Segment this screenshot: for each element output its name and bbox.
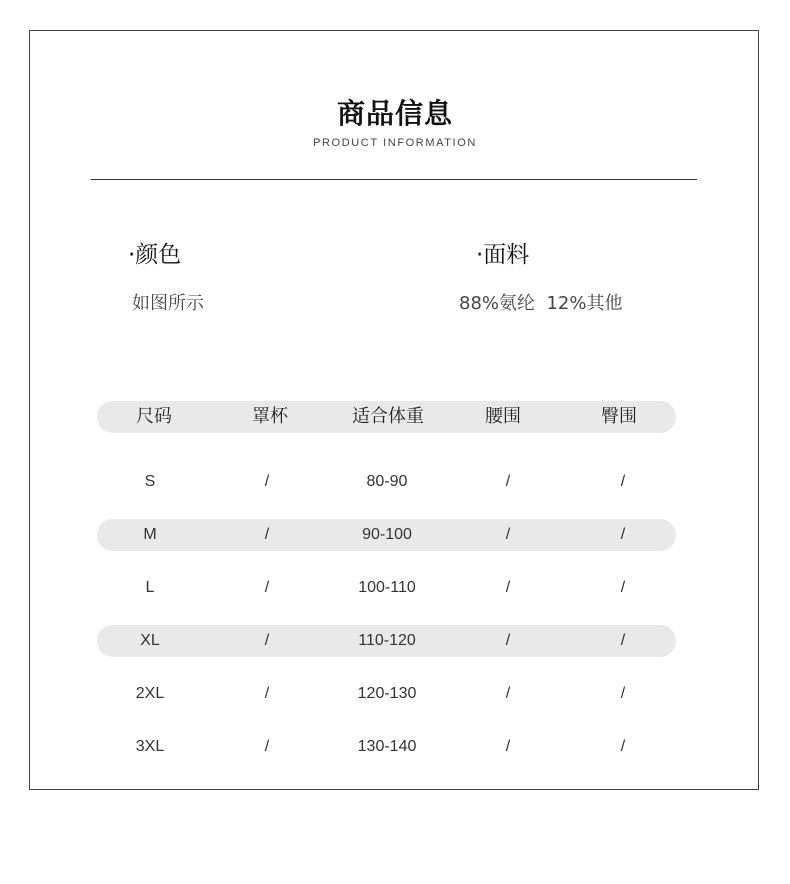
header-waist: 腰围 xyxy=(485,406,521,427)
color-heading: ·颜色 xyxy=(128,242,182,268)
header-hip: 臀围 xyxy=(601,406,637,427)
cell-cup: / xyxy=(264,526,270,543)
cell-cup: / xyxy=(264,473,270,490)
cell-weight: 110-120 xyxy=(358,632,416,649)
cell-size: L xyxy=(145,579,155,596)
header-weight: 适合体重 xyxy=(352,406,424,427)
cell-hip: / xyxy=(620,738,626,755)
cell-size: XL xyxy=(140,632,160,649)
cell-weight: 80-90 xyxy=(366,473,408,490)
cell-hip: / xyxy=(620,579,626,596)
table-row xyxy=(97,519,676,551)
header-size: 尺码 xyxy=(136,406,172,427)
cell-waist: / xyxy=(505,526,511,543)
cell-hip: / xyxy=(620,526,626,543)
cell-size: M xyxy=(143,526,157,543)
cell-cup: / xyxy=(264,738,270,755)
fabric-heading: ·面料 xyxy=(476,242,530,268)
fabric-value: 88%氨纶 12%其他 xyxy=(459,293,623,314)
cell-waist: / xyxy=(505,685,511,702)
cell-cup: / xyxy=(264,685,270,702)
cell-hip: / xyxy=(620,632,626,649)
cell-weight: 120-130 xyxy=(357,685,417,702)
table-row xyxy=(97,731,676,763)
cell-size: 2XL xyxy=(135,685,165,702)
cell-weight: 100-110 xyxy=(358,579,416,596)
table-row xyxy=(97,466,676,498)
cell-size: 3XL xyxy=(135,738,165,755)
table-row xyxy=(97,678,676,710)
color-value: 如图所示 xyxy=(132,293,204,314)
cell-hip: / xyxy=(620,685,626,702)
cell-waist: / xyxy=(505,473,511,490)
cell-waist: / xyxy=(505,632,511,649)
page-subtitle: PRODUCT INFORMATION xyxy=(313,137,477,149)
page-title: 商品信息 xyxy=(336,97,453,130)
size-table-header xyxy=(97,401,676,433)
cell-weight: 130-140 xyxy=(357,738,417,755)
cell-cup: / xyxy=(264,632,270,649)
cell-waist: / xyxy=(505,738,511,755)
table-row xyxy=(97,625,676,657)
cell-size: S xyxy=(144,473,156,490)
cell-weight: 90-100 xyxy=(362,526,412,543)
cell-cup: / xyxy=(264,579,270,596)
header-cup: 罩杯 xyxy=(252,406,288,427)
title-divider xyxy=(91,179,697,180)
table-row xyxy=(97,572,676,604)
cell-waist: / xyxy=(505,579,511,596)
cell-hip: / xyxy=(620,473,626,490)
